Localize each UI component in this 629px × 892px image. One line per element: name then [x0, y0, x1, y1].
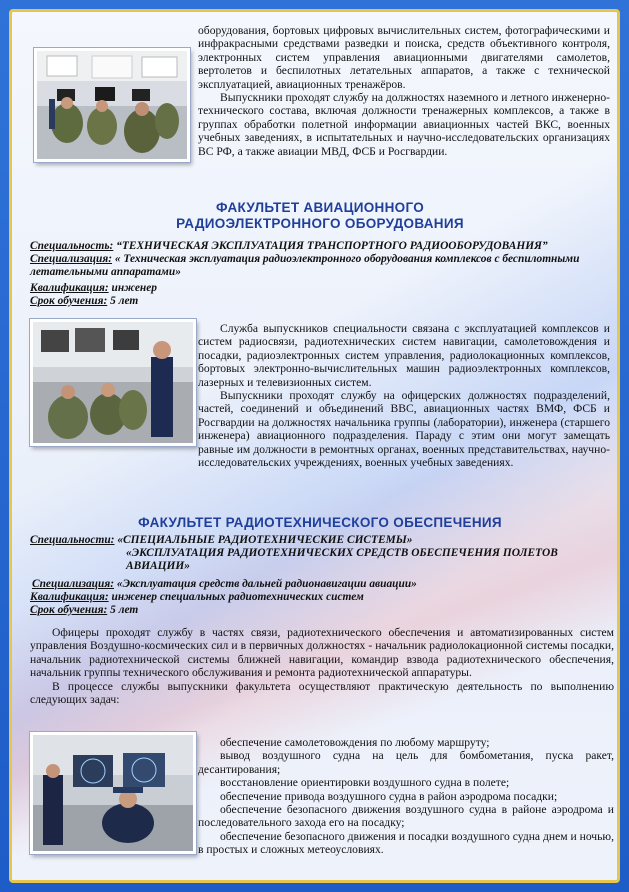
graduates-paragraph-1: Выпускники проходят службу на должностях наземного и летного инженерно-технического состава, включая должности тренажерных комплексов, а также в группах обработки полетной информации авиационных частей ВКС, военных учебных заведениях, в испытательных и научно-исследовательских организациях ВС РФ, а также авиации МВД, ФСБ и Росгвардии.: [198, 91, 610, 158]
duration-label-2: Срок обучения:: [30, 604, 108, 617]
graduates-paragraph-2: Выпускники проходят службу на офицерских должностях подразделений, частей, соединений и объединений ВВС, авиационных частях ВМФ, ФСБ и Росгвардии на должностях начальника группы (лаборатории), инженера (старшего инженера) авиационного подразделения. Параду с этим они могут замещать равные им должности в ремонтных органах, военных представительствах, научно-исследовательских учреждениях, военных учебных заведениях.: [198, 389, 610, 470]
list-item: вывод воздушного судна на цель для бомбометания, пуска ракет, десантирования;: [198, 749, 614, 776]
list-item: обеспечение самолетовождения по любому маршруту;: [220, 736, 490, 749]
avionics-specs: [30, 240, 620, 308]
faculty-heading-radiotech: ФАКУЛЬТЕТ РАДИОТЕХНИЧЕСКОГО ОБЕСПЕЧЕНИЯ: [138, 515, 502, 530]
specialty-value: “ТЕХНИЧЕСКАЯ ЭКСПЛУАТАЦИЯ ТРАНСПОРТНОГО РАДИООБОРУДОВАНИЯ”: [116, 240, 548, 252]
list-item: восстановление ориентировки воздушного судна в полете;: [220, 776, 510, 790]
officers-paragraph: Офицеры проходят службу в частях связи, радиотехнического обеспечения и автоматизированных систем управления Воздушно-космических сил и в первичных должностях - начальник радиолокационной системы посадки, начальник радиотехнической системы ближней навигации, командир взвода радиотехнического обеспечения, начальник группы технического обслуживания и ремонта радиотехнической аппаратуры.: [30, 626, 614, 680]
classroom-photo-2: [30, 319, 196, 446]
faculty-title-line1: ФАКУЛЬТЕТ АВИАЦИОННОГО: [215, 200, 425, 215]
poster-frame: [9, 9, 620, 883]
qualification-value: инженер: [111, 281, 157, 294]
tasks-list: [198, 736, 614, 857]
qualification-label-2: Квалификация:: [30, 590, 109, 603]
specialization-value-2: «Эксплуатация средств дальней радионавигации авиации»: [116, 577, 417, 590]
tasks-intro-paragraph: В процессе службы выпускники факультета осуществляют практическую деятельность по выполнению следующих задач:: [30, 679, 614, 707]
classroom-photo-1: [34, 48, 190, 162]
faculty-heading-avionics: [30, 200, 610, 232]
faculty-title-line2: РАДИОЭЛЕКТРОННОГО ОБОРУДОВАНИЯ: [176, 216, 464, 231]
service-paragraph: Служба выпускников специальности связана с эксплуатацией комплексов и систем радиосвязи, радиотехнических систем навигации, самолетовождения и посадки, радиоэлектронных систем управления, радиолокационных комплексов, бортовых электронно-вычислительных машин радиоэлектронных комплексов, лазерных и телевизионных систем.: [198, 322, 610, 389]
specialty-value-1: «СПЕЦИАЛЬНЫЕ РАДИОТЕХНИЧЕСКИЕ СИСТЕМЫ»: [117, 534, 413, 546]
specialization-label-2: Специализация:: [32, 577, 115, 590]
qualification-label: Квалификация:: [30, 281, 109, 294]
avionics-body: [198, 322, 610, 469]
specialization-label: Специализация:: [30, 253, 113, 266]
duration-value-2: 5 лет: [110, 604, 139, 617]
classroom-photo-3: [30, 732, 196, 854]
list-item: обеспечение безопасного движения воздушного судна в районе аэродрома и последовательного захода его на посадку;: [198, 803, 614, 830]
qualification-value-2: инженер специальных радиотехнических систем: [111, 590, 364, 603]
specialty-value-2: «ЭКСПЛУАТАЦИЯ РАДИОТЕХНИЧЕСКИХ СРЕДСТВ ОБЕСПЕЧЕНИЯ ПОЛЕТОВ АВИАЦИИ»: [126, 547, 558, 573]
section1-text: [198, 24, 610, 158]
specialties-label: Специальности:: [30, 534, 115, 546]
radiotech-body: [30, 626, 614, 706]
equipment-paragraph: оборудования, бортовых цифровых вычислительных систем, фотографическими и инфракрасными средствами разведки и поиска, средств объективного контроля, электронных систем управления авиационными двигателями самолетов, вертолетов и беспилотных летательных аппаратов, а также с технической эксплуатацией, авиационных тренажёров.: [198, 24, 610, 91]
radiotech-specs: [30, 534, 620, 617]
duration-label: Срок обучения:: [30, 294, 108, 307]
specialization-value: « Техническая эксплуатация радиоэлектронного оборудования комплексов с беспилотными летательными аппаратами»: [30, 253, 580, 279]
duration-value: 5 лет: [110, 294, 139, 307]
specialty-label: Специальность:: [30, 240, 114, 252]
list-item: обеспечение безопасного движения и посадки воздушного судна днем и ночью, в простых и сложных метеоусловиях.: [198, 829, 614, 857]
list-item: обеспечение привода воздушного судна в район аэродрома посадки;: [220, 789, 558, 803]
